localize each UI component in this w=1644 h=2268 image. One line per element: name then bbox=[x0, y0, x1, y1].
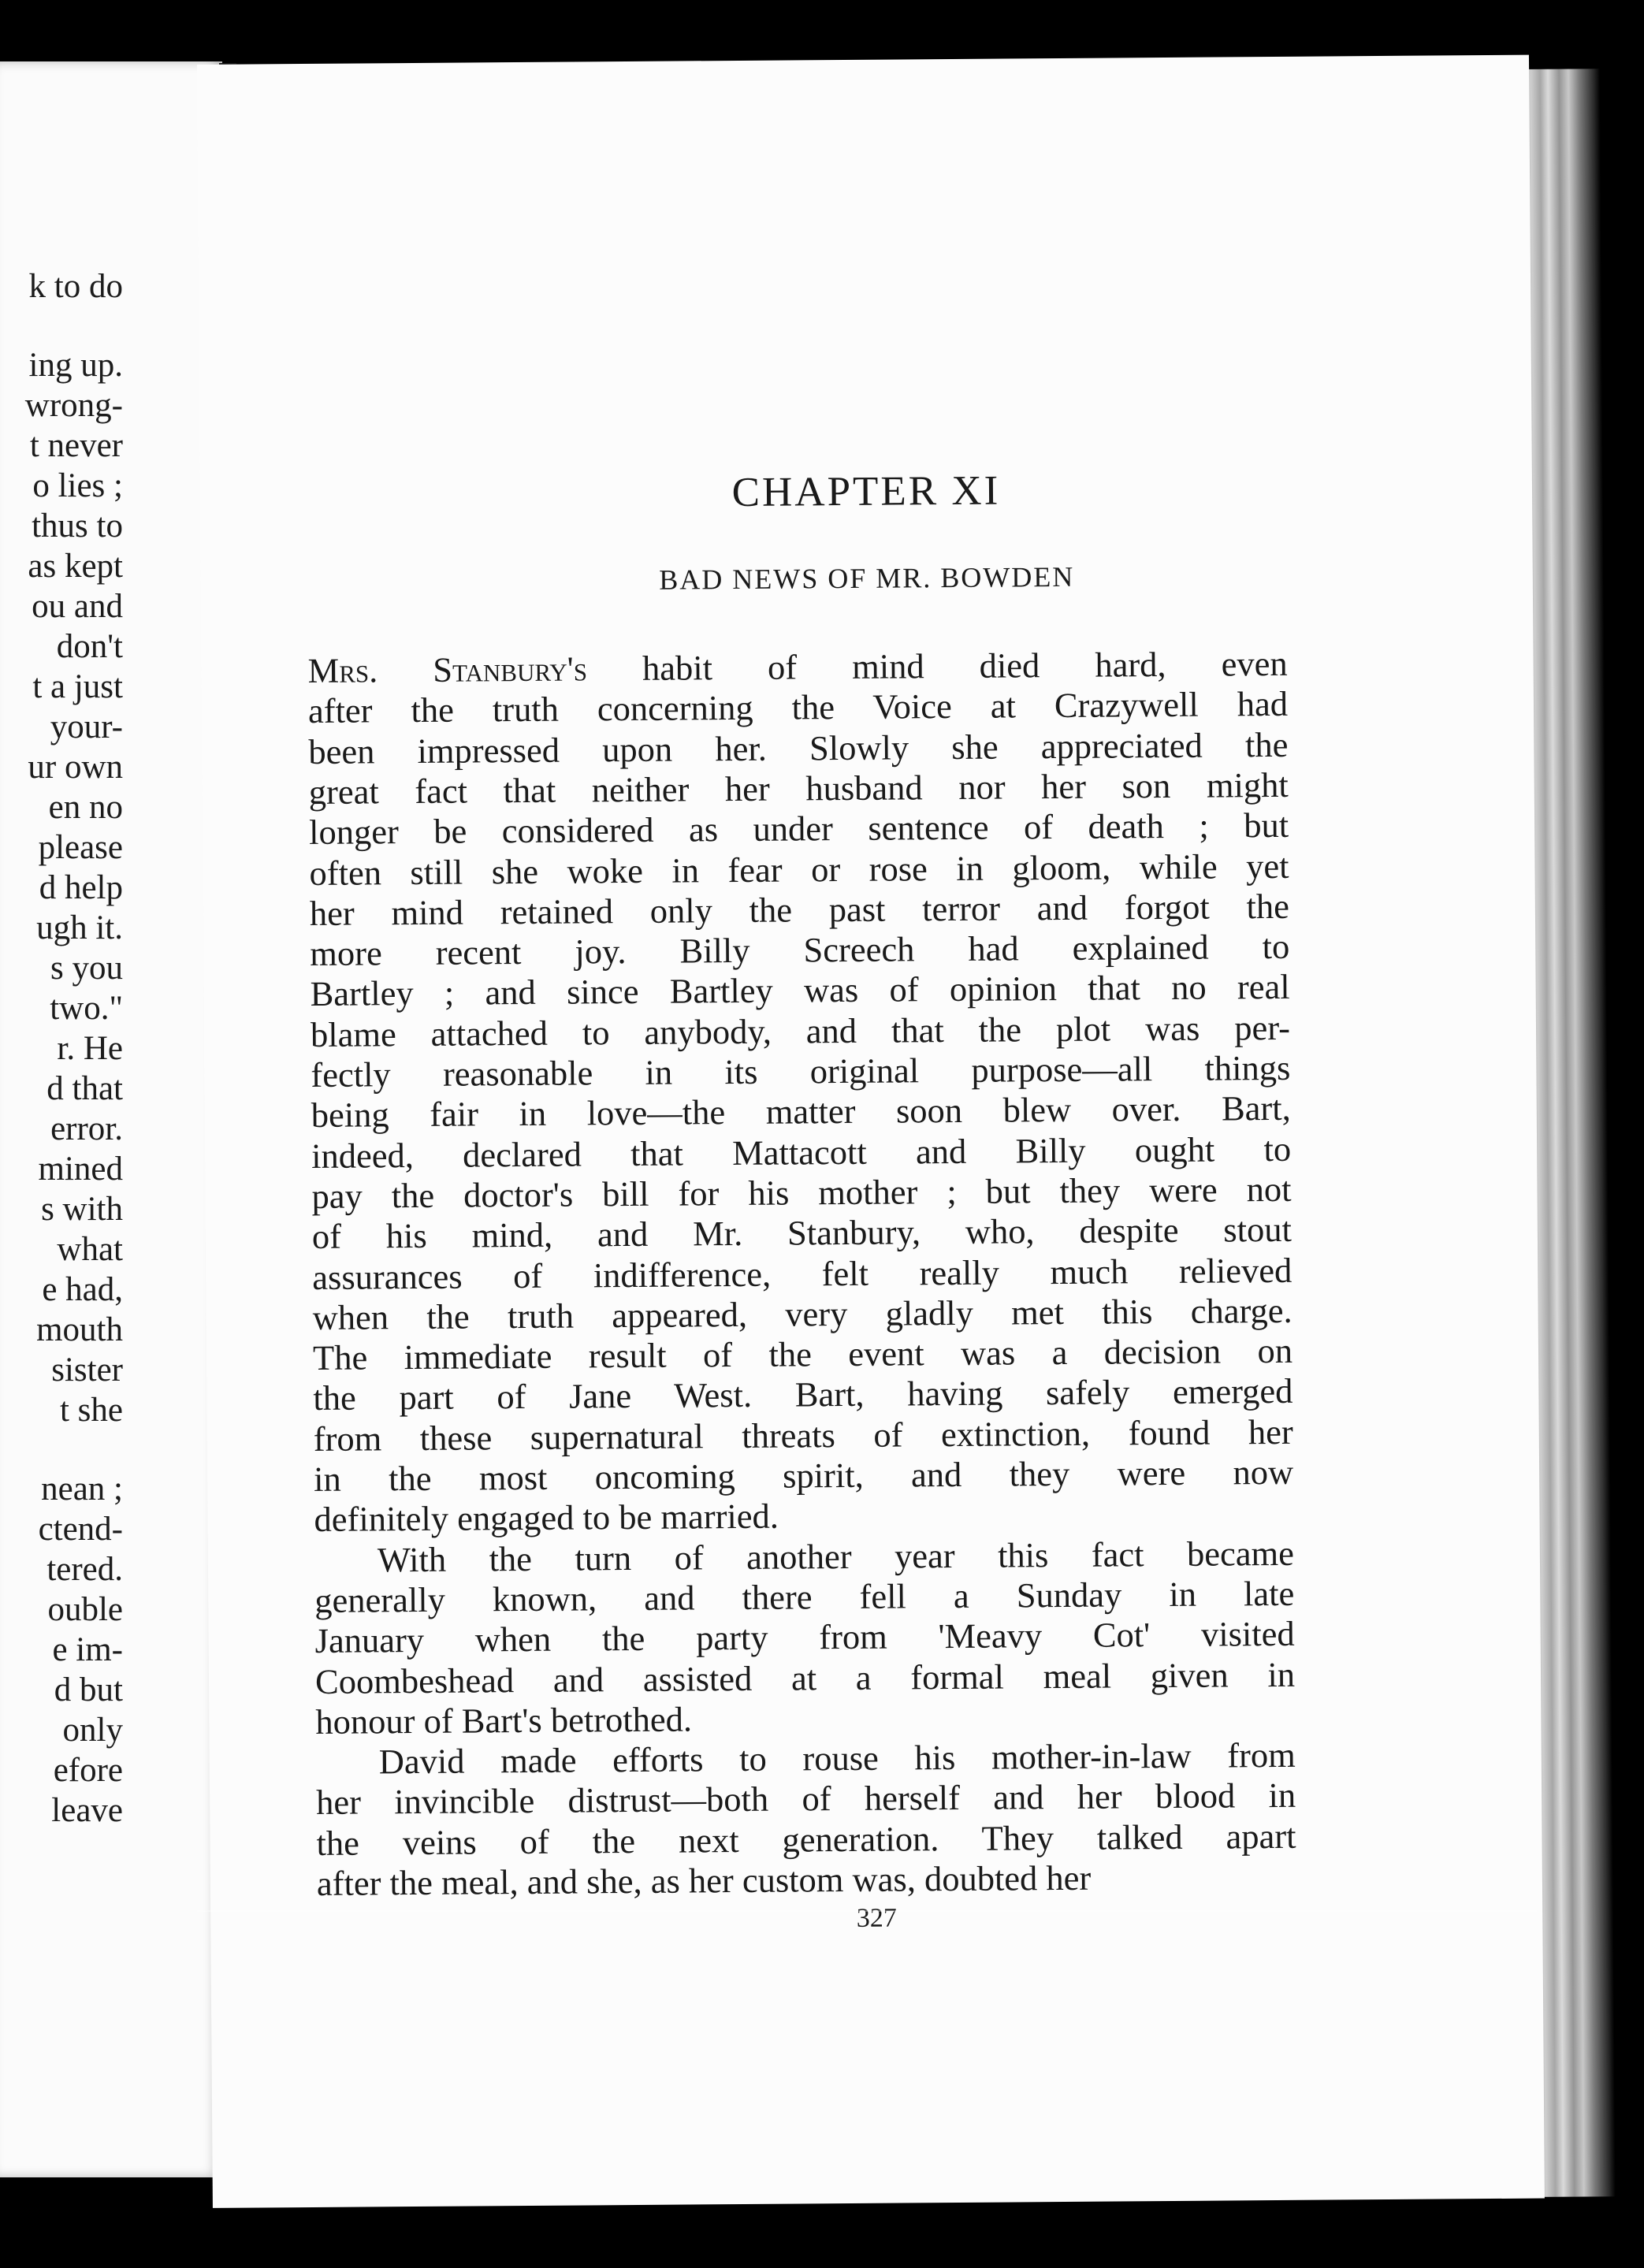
left-page-line: your- bbox=[50, 708, 123, 745]
body-line bbox=[307, 644, 1287, 690]
left-page-line: two." bbox=[50, 990, 123, 1027]
left-page-line: e had, bbox=[42, 1271, 123, 1308]
body-line: pay the doctor's bill for his mother ; but they were not bbox=[311, 1169, 1292, 1216]
body-line: David made efforts to rouse his mother-in-law from bbox=[378, 1734, 1296, 1782]
body-line: The immediate result of the event was a decision on bbox=[312, 1330, 1293, 1378]
left-page-line: what bbox=[57, 1231, 123, 1268]
left-page-line: tered. bbox=[46, 1551, 123, 1588]
body-line: Bartley ; and since Bartley was of opinion that no real bbox=[310, 967, 1290, 1014]
left-page bbox=[0, 61, 222, 2177]
left-page-line: t never bbox=[29, 427, 123, 464]
body-line: been impressed upon her. Slowly she appreciated the bbox=[308, 724, 1289, 771]
right-page bbox=[197, 55, 1545, 2208]
left-page-line: as kept bbox=[28, 548, 123, 585]
left-page-line: ing up. bbox=[28, 347, 123, 384]
left-page-line: e im- bbox=[52, 1631, 123, 1668]
body-line: indeed, declared that Mattacott and Billy ought to bbox=[311, 1128, 1292, 1176]
body-line: after the meal, and she, as her custom was, doubted her bbox=[316, 1857, 1092, 1903]
body-line: her mind retained only the past terror and forgot the bbox=[309, 886, 1290, 933]
body-line: Coombeshead and assisted at a formal meal given in bbox=[314, 1654, 1296, 1701]
left-page-line: thus to bbox=[32, 508, 123, 545]
left-page-line: nean ; bbox=[41, 1470, 123, 1508]
page-number: 327 bbox=[856, 1903, 897, 1933]
body-line: definitely engaged to be married. bbox=[314, 1496, 779, 1540]
body-line-text: habit of mind died hard, even bbox=[586, 643, 1288, 689]
body-line: from these supernatural threats of extinction, found her bbox=[313, 1411, 1293, 1459]
left-page-line: r. He bbox=[57, 1030, 123, 1067]
body-line: longer be considered as under sentence of death ; but bbox=[308, 805, 1289, 853]
body-line: With the turn of another year this fact became bbox=[377, 1533, 1295, 1579]
left-page-line: ctend- bbox=[38, 1511, 123, 1548]
left-page-line: don't bbox=[56, 628, 123, 665]
left-page-line: mouth bbox=[36, 1311, 123, 1348]
body-line: being fair in love—the matter soon blew over. Bart, bbox=[311, 1088, 1291, 1136]
body-line: great fact that neither her husband nor her son might bbox=[308, 764, 1289, 812]
left-page-line: mined bbox=[38, 1151, 123, 1188]
left-page-line: ugh it. bbox=[36, 909, 123, 946]
body-line: generally known, and there fell a Sunday in late bbox=[314, 1573, 1295, 1620]
left-page-line: sister bbox=[51, 1352, 123, 1389]
opening-small-caps: Mrs. Stanbury's bbox=[307, 649, 588, 690]
left-page-line: d help bbox=[39, 869, 123, 906]
left-page-line: k to do bbox=[28, 268, 123, 305]
body-line: assurances of indifference, felt really much relieved bbox=[312, 1250, 1293, 1297]
body-line: the part of Jane West. Bart, having safely emerged bbox=[313, 1371, 1293, 1418]
body-line: the veins of the next generation. They talked apart bbox=[316, 1816, 1296, 1863]
left-page-line: leave bbox=[51, 1792, 123, 1829]
body-line: when the truth appeared, very gladly met this charge. bbox=[312, 1290, 1293, 1337]
body-line: honour of Bart's betrothed. bbox=[315, 1699, 693, 1742]
left-page-line: t she bbox=[59, 1392, 123, 1429]
body-line: in the most oncoming spirit, and they were now bbox=[313, 1452, 1294, 1499]
body-line: often still she woke in fear or rose in gloom, while yet bbox=[309, 846, 1289, 893]
left-page-line: ur own bbox=[28, 749, 123, 786]
body-line: January when the party from 'Meavy Cot' visited bbox=[314, 1614, 1295, 1661]
left-page-line: ouble bbox=[47, 1591, 123, 1628]
left-page-line: wrong- bbox=[24, 387, 123, 424]
left-page-line: error. bbox=[50, 1110, 123, 1147]
body-line: her invincible distrust—both of herself and her blood in bbox=[315, 1775, 1296, 1823]
left-page-line: ou and bbox=[32, 588, 123, 625]
body-line: blame attached to anybody, and that the plot was per- bbox=[310, 1007, 1291, 1054]
left-page-line: s you bbox=[50, 950, 123, 987]
body-line: fectly reasonable in its original purpose—all things bbox=[311, 1047, 1291, 1095]
left-page-line: s with bbox=[41, 1191, 123, 1228]
left-page-line: efore bbox=[53, 1752, 123, 1789]
left-page-line: please bbox=[38, 829, 123, 866]
left-page-line: d that bbox=[46, 1070, 123, 1107]
left-page-line: t a just bbox=[32, 668, 123, 705]
left-page-line: o lies ; bbox=[32, 467, 123, 504]
body-line: after the truth concerning the Voice at Crazywell had bbox=[307, 684, 1289, 731]
section-title: BAD NEWS OF MR. BOWDEN bbox=[659, 560, 1075, 596]
scan-line-artifact bbox=[197, 1910, 1537, 1912]
chapter-title: CHAPTER XI bbox=[731, 467, 1001, 516]
left-page-line: only bbox=[62, 1712, 123, 1749]
left-page-line: en no bbox=[48, 789, 123, 826]
left-page-line: d but bbox=[54, 1671, 123, 1708]
body-line: more recent joy. Billy Screech had explained to bbox=[310, 926, 1290, 974]
body-line: of his mind, and Mr. Stanbury, who, despite stout bbox=[311, 1210, 1293, 1257]
